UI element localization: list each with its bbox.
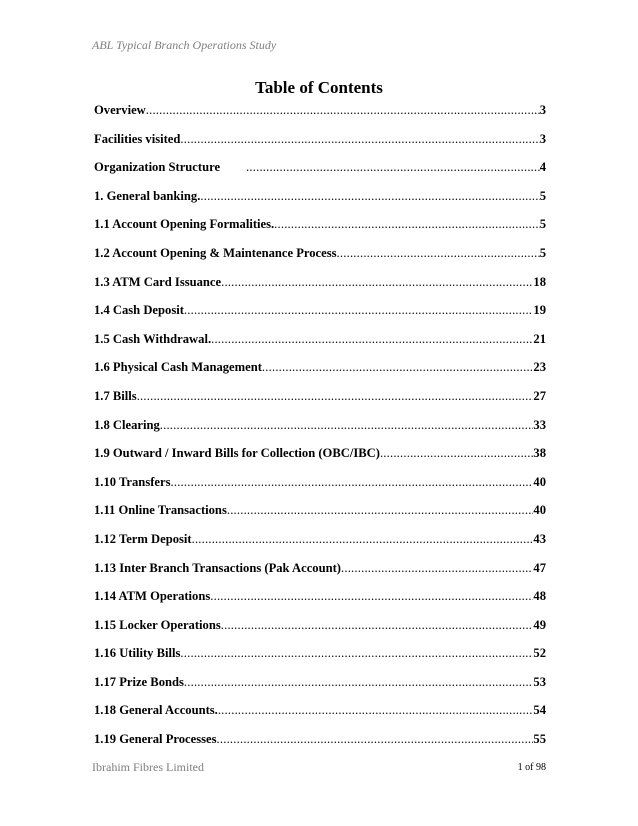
- toc-entry-page-number: 19: [533, 303, 546, 318]
- toc-entry-page-number: 54: [533, 703, 546, 718]
- toc-entry[interactable]: [94, 332, 546, 361]
- toc-entry-page-number: 38: [533, 446, 546, 461]
- toc-entry[interactable]: [94, 475, 546, 504]
- toc-dot-leader: [137, 389, 534, 404]
- toc-dot-leader: [341, 561, 533, 576]
- toc-dot-leader: [180, 646, 533, 661]
- toc-entry-label: Organization Structure: [94, 160, 221, 175]
- toc-entry-label: 1.18 General Accounts.: [94, 703, 218, 718]
- toc-entry-label: 1.15 Locker Operations: [94, 617, 221, 632]
- toc-entry-label: 1.17 Prize Bonds: [94, 674, 184, 689]
- toc-entry[interactable]: [94, 675, 546, 704]
- toc-entry-page-number: 33: [533, 417, 546, 432]
- toc-entry[interactable]: [94, 446, 546, 475]
- toc-entry-label: 1.6 Physical Cash Management: [94, 360, 262, 375]
- toc-entry-page-number: 5: [539, 245, 546, 260]
- table-of-contents: [94, 103, 546, 761]
- toc-entry-label: 1.7 Bills: [94, 388, 137, 403]
- toc-entry[interactable]: [94, 217, 546, 246]
- toc-dot-leader: [180, 132, 539, 147]
- toc-dot-leader: [274, 217, 540, 232]
- toc-entry-page-number: 53: [533, 674, 546, 689]
- toc-entry-label: 1.14 ATM Operations: [94, 589, 211, 604]
- toc-dot-leader: [227, 503, 534, 518]
- toc-dot-leader: [218, 703, 534, 718]
- toc-entry-label: 1.3 ATM Card Issuance: [94, 274, 222, 289]
- toc-entry-page-number: 4: [539, 160, 546, 175]
- toc-entry-label: 1.5 Cash Withdrawal.: [94, 331, 212, 346]
- toc-entry-page-number: 47: [533, 560, 546, 575]
- toc-dot-leader: [184, 303, 533, 318]
- toc-entry[interactable]: [94, 103, 546, 132]
- toc-entry-page-number: 40: [533, 474, 546, 489]
- running-header: ABL Typical Branch Operations Study: [92, 38, 277, 52]
- toc-dot-leader: [262, 360, 533, 375]
- toc-dot-leader: [146, 103, 540, 118]
- toc-entry[interactable]: [94, 189, 546, 218]
- toc-dot-leader: [192, 532, 534, 547]
- toc-entry[interactable]: [94, 418, 546, 447]
- toc-entry[interactable]: [94, 532, 546, 561]
- toc-entry-page-number: 5: [539, 217, 546, 232]
- toc-entry-page-number: 55: [533, 732, 546, 747]
- toc-entry-label: 1.4 Cash Deposit: [94, 303, 184, 318]
- toc-entry[interactable]: [94, 132, 546, 161]
- toc-entry-label: Facilities visited: [94, 131, 181, 146]
- toc-entry-page-number: 5: [539, 188, 546, 203]
- toc-entry-label: 1. General banking.: [94, 188, 201, 203]
- toc-entry[interactable]: [94, 618, 546, 647]
- toc-dot-leader: [221, 618, 534, 633]
- footer-page-indicator: 1 of 98: [517, 762, 546, 773]
- toc-entry-label: 1.2 Account Opening & Maintenance Process: [94, 245, 337, 260]
- toc-entry-page-number: 3: [539, 103, 546, 117]
- toc-dot-leader: [160, 418, 534, 433]
- toc-dot-leader: [211, 332, 533, 347]
- toc-dot-leader: [221, 275, 533, 290]
- toc-entry-label: 1.12 Term Deposit: [94, 531, 192, 546]
- page-title: Table of Contents: [255, 78, 383, 97]
- toc-entry-page-number: 49: [533, 617, 546, 632]
- toc-entry-label: 1.9 Outward / Inward Bills for Collection (OBC/IBC): [94, 446, 380, 461]
- toc-entry[interactable]: [94, 561, 546, 590]
- toc-entry-label: 1.11 Online Transactions: [94, 503, 227, 518]
- toc-entry-label: 1.10 Transfers: [94, 474, 171, 489]
- toc-dot-leader: [210, 589, 533, 604]
- toc-entry[interactable]: [94, 303, 546, 332]
- toc-entry[interactable]: [94, 732, 546, 761]
- toc-entry-page-number: 21: [533, 331, 546, 346]
- footer-company: Ibrahim Fibres Limited: [92, 760, 204, 774]
- toc-entry-page-number: 52: [533, 646, 546, 661]
- toc-entry[interactable]: [94, 503, 546, 532]
- toc-entry-page-number: 3: [539, 131, 546, 146]
- toc-entry-label: 1.8 Clearing: [94, 417, 160, 432]
- toc-entry[interactable]: [94, 389, 546, 418]
- toc-entry[interactable]: [94, 646, 546, 675]
- toc-entry-label: 1.13 Inter Branch Transactions (Pak Account): [94, 560, 341, 575]
- toc-entry[interactable]: [94, 246, 546, 275]
- toc-entry[interactable]: [94, 275, 546, 304]
- toc-entry-page-number: 40: [533, 503, 546, 518]
- toc-entry-page-number: 27: [533, 388, 546, 403]
- toc-dot-leader: [246, 160, 540, 175]
- toc-dot-leader: [184, 675, 534, 690]
- toc-entry[interactable]: [94, 160, 546, 189]
- toc-entry[interactable]: [94, 703, 546, 732]
- toc-entry-page-number: 43: [533, 531, 546, 546]
- toc-dot-leader: [337, 246, 540, 261]
- toc-entry-label: 1.1 Account Opening Formalities.: [94, 217, 275, 232]
- toc-entry[interactable]: [94, 360, 546, 389]
- toc-entry-page-number: 18: [533, 274, 546, 289]
- toc-entry-page-number: 23: [533, 360, 546, 375]
- toc-entry[interactable]: [94, 589, 546, 618]
- toc-entry-page-number: 48: [533, 589, 546, 604]
- toc-entry-label: Overview: [94, 103, 146, 117]
- toc-dot-leader: [171, 475, 534, 490]
- toc-dot-leader: [200, 189, 539, 204]
- toc-dot-leader: [380, 446, 533, 461]
- toc-entry-label: 1.19 General Processes: [94, 732, 217, 747]
- toc-entry-label: 1.16 Utility Bills: [94, 646, 181, 661]
- toc-dot-leader: [217, 732, 534, 747]
